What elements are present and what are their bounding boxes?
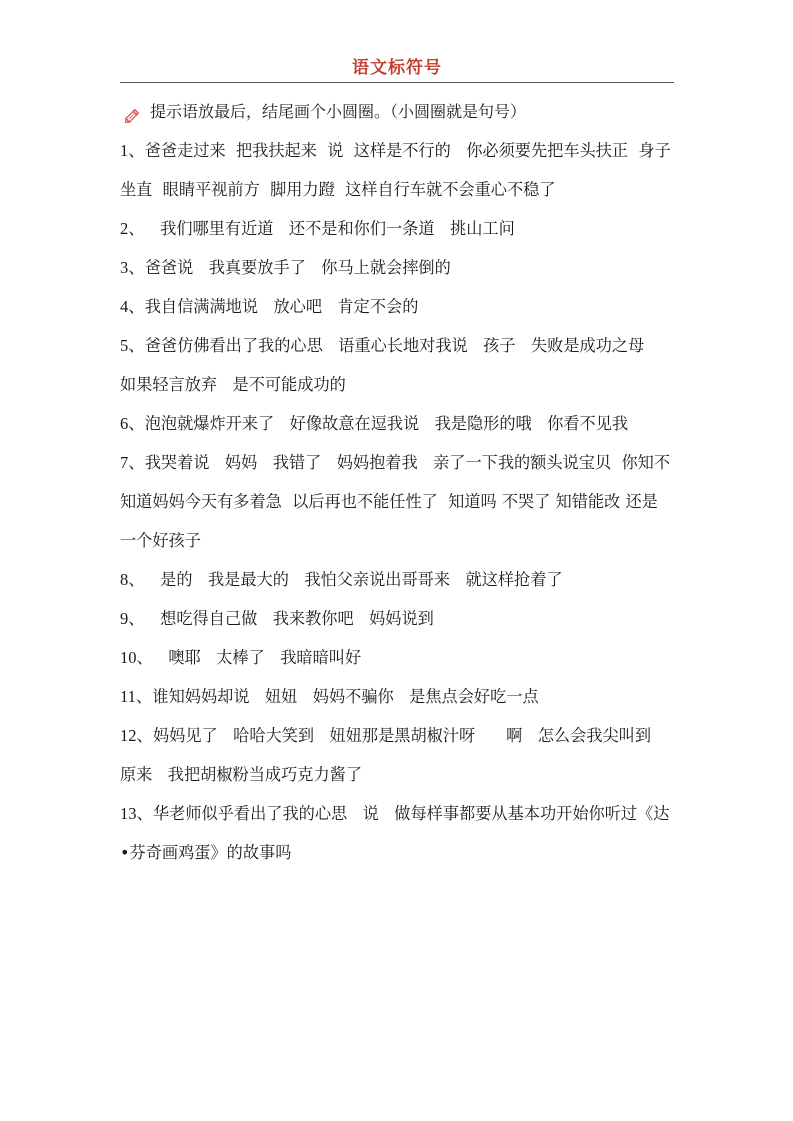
exercise-item: [120, 638, 674, 677]
exercise-number: 6、: [120, 414, 145, 433]
exercise-number: 12、: [120, 726, 153, 745]
exercise-text: 噢耶 太棒了 我暗暗叫好: [153, 648, 362, 667]
exercise-number: 7、: [120, 453, 145, 472]
pencil-icon: [122, 102, 142, 122]
exercise-number: 10、: [120, 648, 153, 667]
exercise-text: 妈妈见了 哈哈大笑到 妞妞那是黑胡椒汁呀 啊 怎么会我尖叫到 原来 我把胡椒粉当成巧克力酱了: [120, 726, 662, 784]
exercise-number: 8、: [120, 570, 145, 589]
exercise-number: 11、: [120, 687, 153, 706]
exercise-number: 5、: [120, 336, 145, 355]
exercise-text: 我们哪里有近道 还不是和你们一条道 挑山工问: [144, 219, 515, 238]
exercise-item: [120, 677, 674, 716]
exercise-number: 2、: [120, 219, 145, 238]
exercise-text: 泡泡就爆炸开来了 好像故意在逗我说 我是隐形的哦 你看不见我: [144, 414, 629, 433]
exercise-item: [120, 209, 674, 248]
exercise-text: 是的 我是最大的 我怕父亲说出哥哥来 就这样抢着了: [144, 570, 563, 589]
exercise-item: [120, 404, 674, 443]
exercise-text: 爸爸说 我真要放手了 你马上就会摔倒的: [144, 258, 451, 277]
exercise-item: [120, 794, 674, 872]
exercise-item: [120, 326, 674, 404]
exercise-number: 1、: [120, 141, 145, 160]
exercise-text: 想吃得自己做 我来教你吧 妈妈说到: [144, 609, 434, 628]
exercise-number: 9、: [120, 609, 145, 628]
document-page: [120, 56, 674, 872]
exercise-item: [120, 287, 674, 326]
exercise-text: 爸爸仿佛看出了我的心思 语重心长地对我说 孩子 失败是成功之母 如果轻言放弃 是不可能成功的: [120, 336, 660, 394]
exercise-number: 13、: [120, 804, 153, 823]
exercise-text: 我哭着说 妈妈 我错了 妈妈抱着我 亲了一下我的额头说宝贝 你知不知道妈妈今天有多着急 以后再也不能任性了 知道吗 不哭了 知错能改 还是一个好孩子: [120, 453, 671, 550]
exercise-text: 谁知妈妈却说 妞妞 妈妈不骗你 是焦点会好吃一点: [152, 687, 539, 706]
exercise-item: [120, 131, 674, 209]
exercise-list: [120, 131, 674, 872]
exercise-number: 4、: [120, 297, 145, 316]
document-title: 语文标符号: [352, 58, 442, 78]
exercise-item: [120, 443, 674, 560]
exercise-item: [120, 716, 674, 794]
exercise-text: 华老师似乎看出了我的心思 说 做每样事都要从基本功开始你听过《达•芬奇画鸡蛋》的故事吗: [120, 804, 670, 862]
title-divider: [120, 82, 674, 83]
exercise-item: [120, 560, 674, 599]
hint-text: 提示语放最后，结尾画个小圆圈。（小圆圈就是句号）: [150, 102, 527, 121]
exercise-text: 爸爸走过来 把我扶起来 说 这样是不行的 你必须要先把车头扶正 身子坐直 眼睛平视前方 脚用力蹬 这样自行车就不会重心不稳了: [120, 141, 671, 199]
exercise-item: [120, 599, 674, 638]
exercise-item: [120, 248, 674, 287]
exercise-number: 3、: [120, 258, 145, 277]
hint-line: [120, 93, 674, 131]
exercise-text: 我自信满满地说 放心吧 肯定不会的: [144, 297, 419, 316]
